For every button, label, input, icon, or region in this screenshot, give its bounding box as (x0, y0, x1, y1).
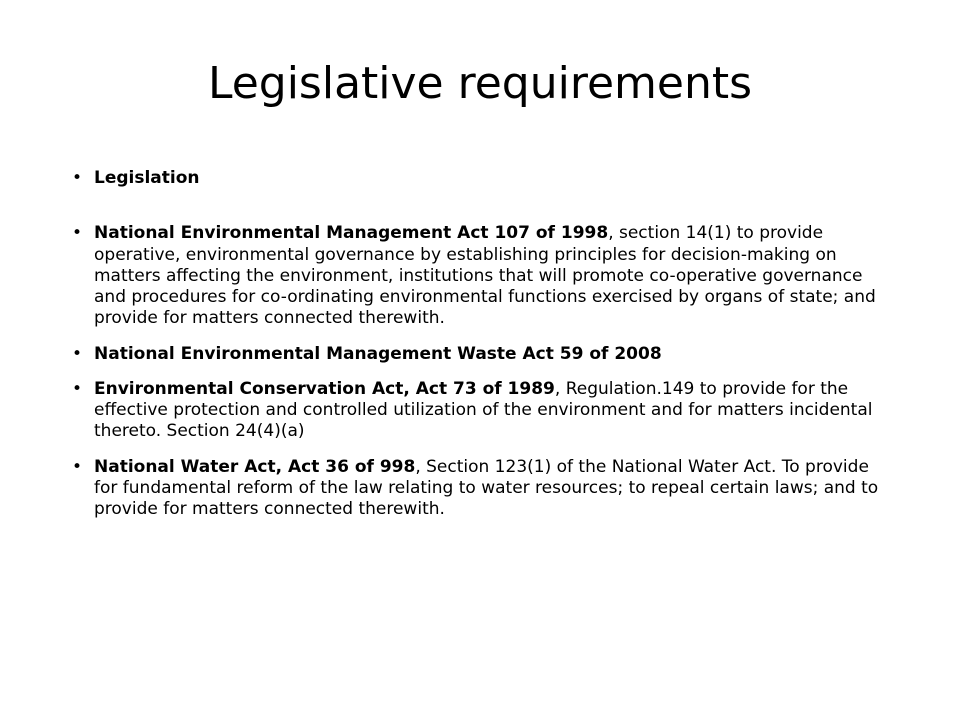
bullet-bold-text: National Environmental Management Act 107 of 1998 (94, 223, 609, 244)
slide-title: Legislative requirements (207, 58, 753, 109)
bullet-bold-text: Legislation (94, 168, 200, 188)
bullet-bold-text: Environmental Conservation Act, Act 73 of 1989 (94, 378, 555, 399)
bullet-item-conservation-act (94, 379, 894, 443)
bullet-list (94, 168, 894, 520)
bullet-bold-text: National Environmental Management Waste Act 59 of 2008 (94, 343, 662, 364)
bullet-item-waste-act (94, 344, 894, 365)
bullet-bold-text: National Water Act, Act 36 of 998 (94, 456, 416, 477)
bullet-text: , section 14(1) to provide operative, environmental governance by establishing principles for decision-making on matters affecting the environment, institutions that will promote co-operative governance and procedures for co-ordinating environmental functions exercised by organs of state; and provide for matters connected therewith. (94, 223, 876, 329)
bullet-text: , Section 123(1) of the National Water Act. To provide for fundamental reform of the law relating to water resources; to repeal certain laws; and to provide for matters connected therewith. (94, 456, 879, 519)
bullet-item-legislation (94, 168, 894, 189)
bullet-item-nema (94, 223, 894, 329)
bullet-item-water-act (94, 457, 894, 521)
bullet-text: , Regulation.149 to provide for the effective protection and controlled utilization of the environment and for matters incidental thereto. Section 24(4)(a) (94, 378, 873, 442)
